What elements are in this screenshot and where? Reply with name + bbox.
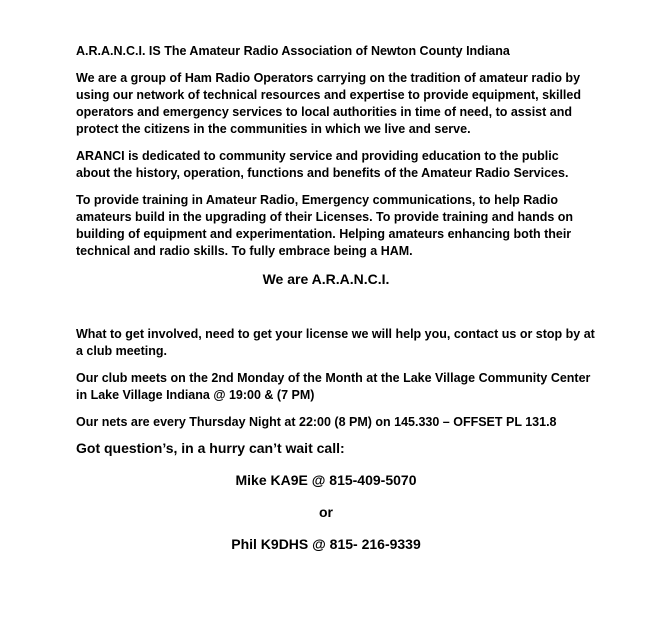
contact-mike: Mike KA9E @ 815-409-5070 [235,472,417,488]
document-heading: A.R.A.N.C.I. IS The Amateur Radio Association of Newton County Indiana [76,44,510,58]
or-separator: or [319,504,333,520]
intro-paragraph: We are a group of Ham Radio Operators carrying on the tradition of amateur radio by using our network of technical resources and expertise to provide equipment, skilled operators and emergency services to local authorities in time of need, to assist and protect the citizens in the communities in which we live and serve. [76,71,581,136]
meeting-paragraph: Our club meets on the 2nd Monday of the Month at the Lake Village Community Center in Lake Village Indiana @ 19:00 & (7 PM) [76,371,591,402]
tagline: We are A.R.A.N.C.I. [262,271,390,287]
document-body [76,43,596,553]
contact-phil: Phil K9DHS @ 815- 216-9339 [231,536,421,552]
nets-paragraph: Our nets are every Thursday Night at 22:00 (8 PM) on 145.330 – OFFSET PL 131.8 [76,415,557,429]
mission-paragraph: ARANCI is dedicated to community service and providing education to the public about the history, operation, functions and benefits of the Amateur Radio Services. [76,149,569,180]
training-paragraph: To provide training in Amateur Radio, Emergency communications, to help Radio amateurs build in the upgrading of their Licenses. To provide training and hands on building of equipment and experimentation. Helping amateurs enhancing both their technical and radio skills. To fully embrace being a HAM. [76,193,574,258]
get-involved-paragraph: What to get involved, need to get your license we will help you, contact us or stop by at a club meeting. [76,327,595,358]
questions-line: Got question’s, in a hurry can’t wait call: [76,440,345,456]
